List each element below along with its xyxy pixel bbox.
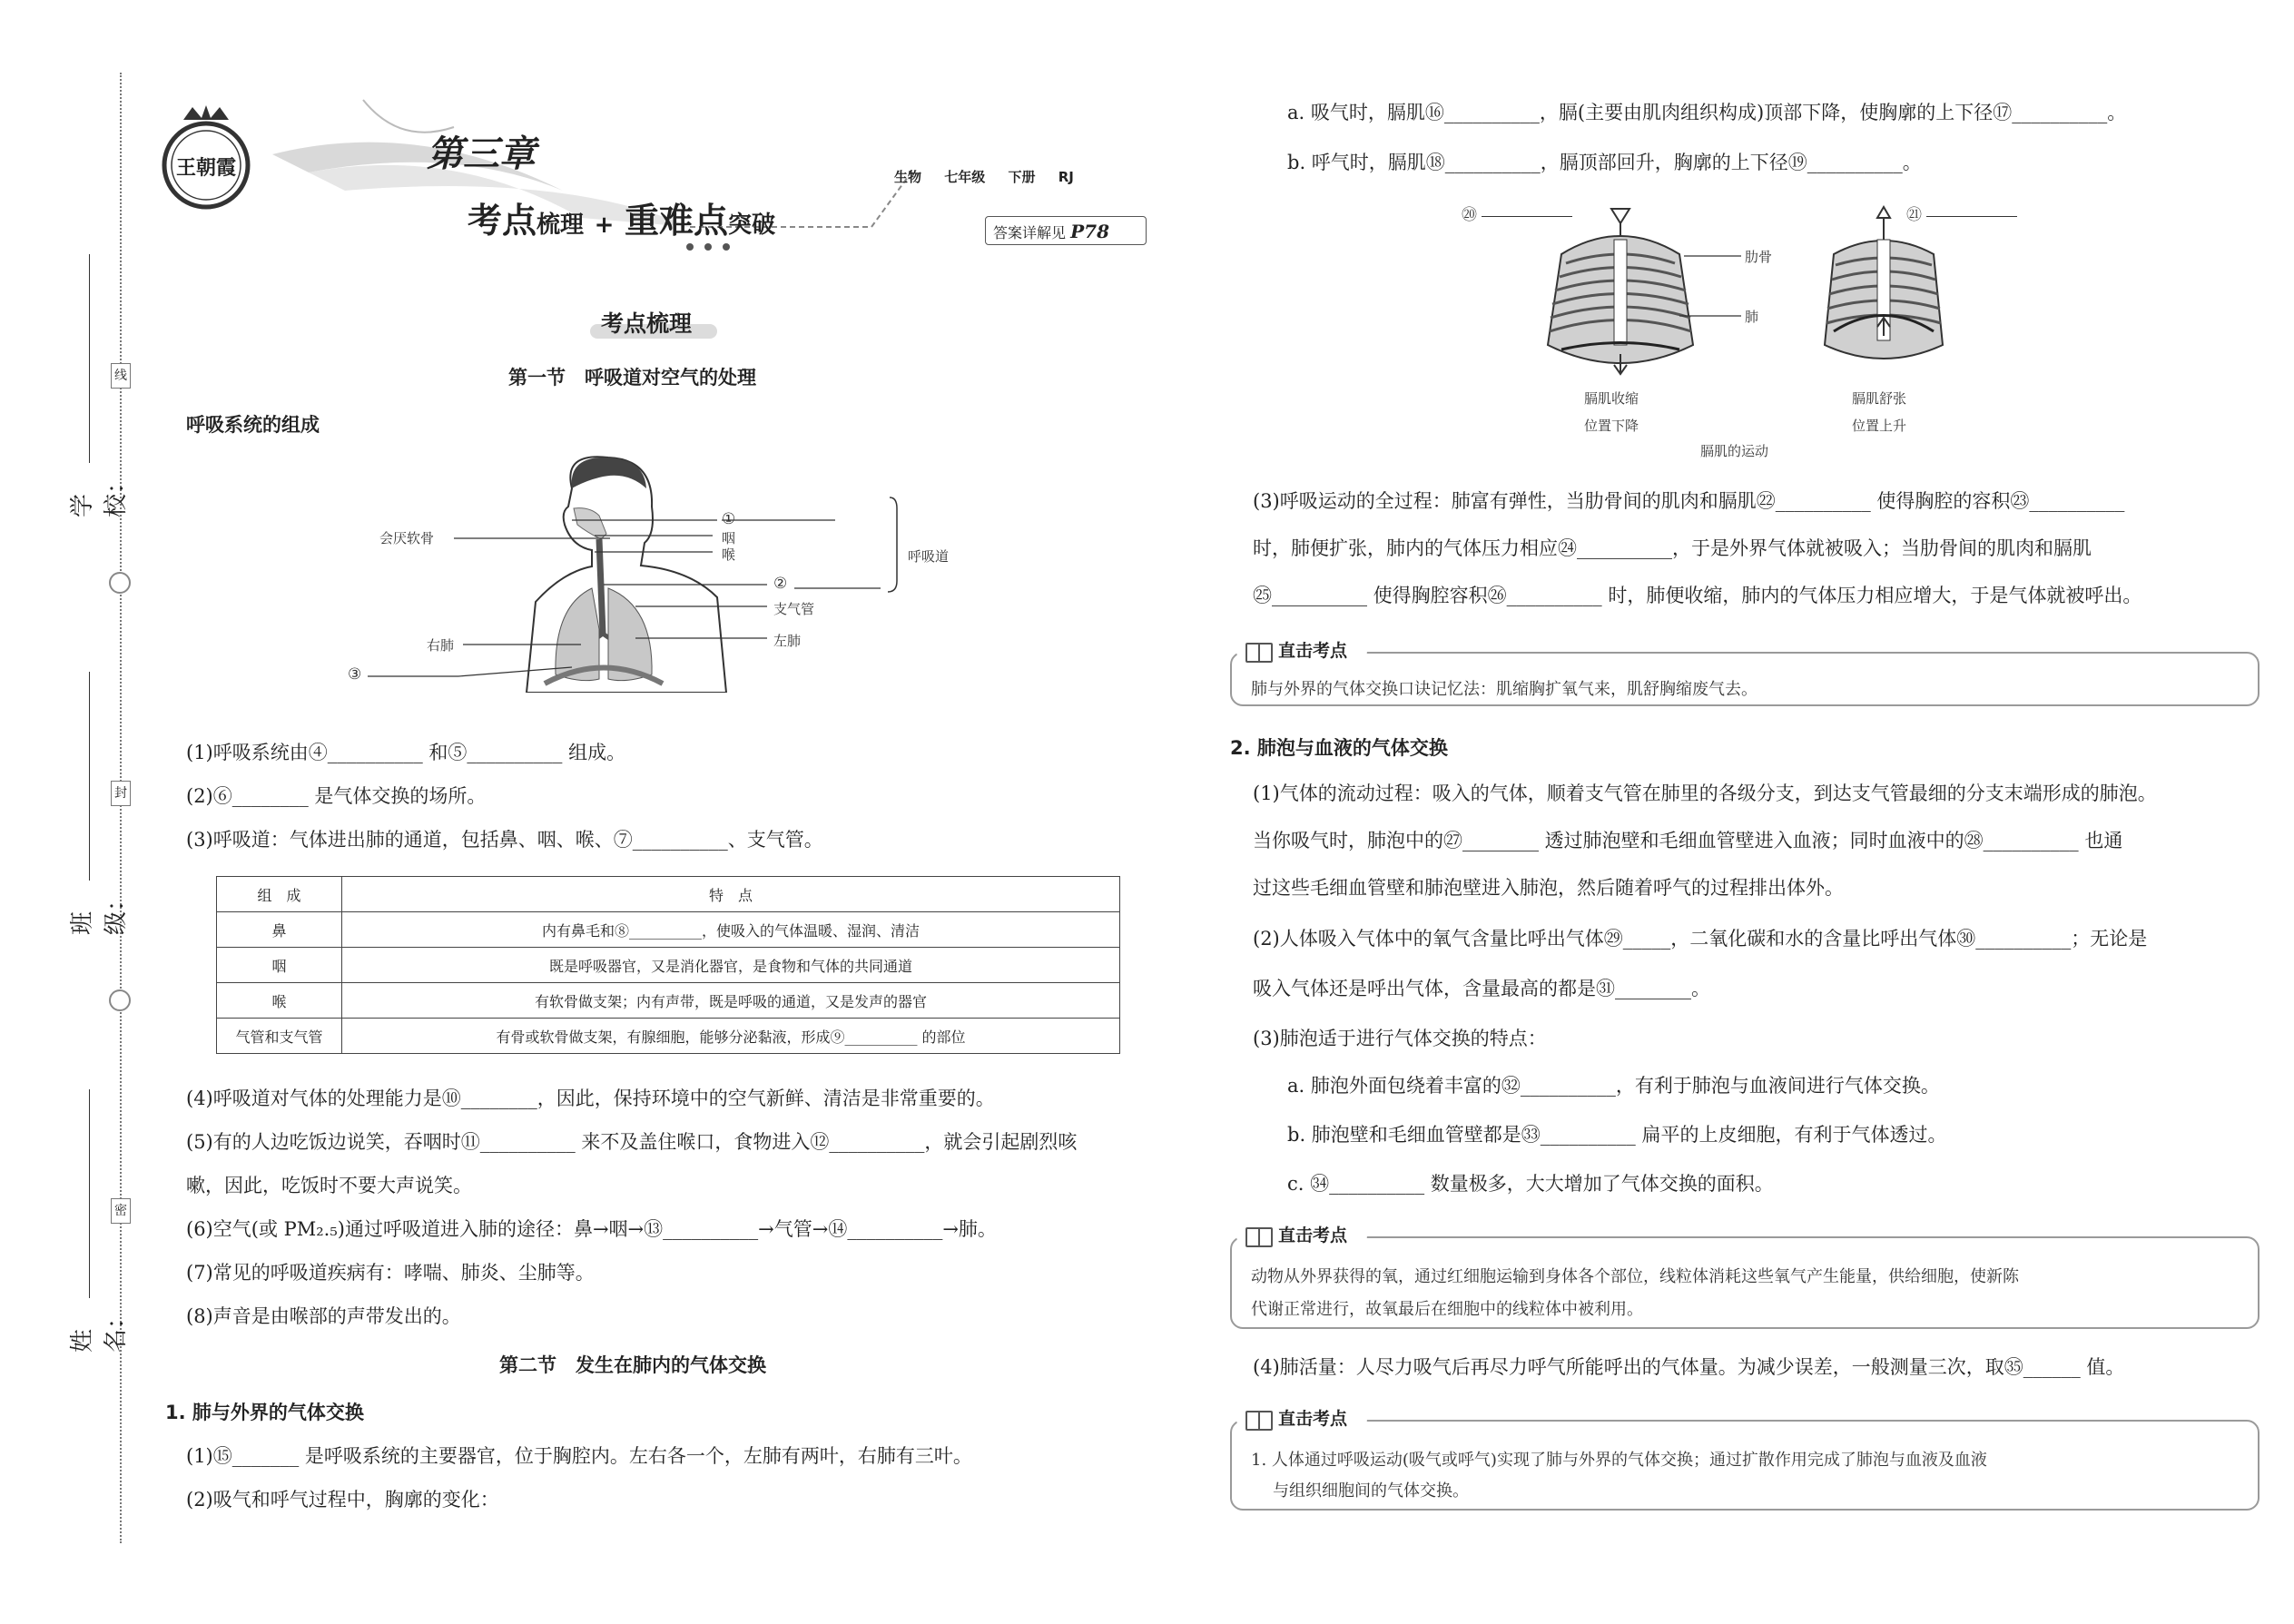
tip-label: 直击考点 [1278,1225,1348,1245]
tip-tag-1 [1236,637,1367,664]
name-label: 姓名： [69,1304,130,1353]
tip-label: 直击考点 [1278,1409,1348,1429]
table-header: 组 成 [217,877,342,912]
label-right-lung: 右肺 [427,637,455,654]
tip-text-1: 肺与外界的气体交换口诀记忆法：肌缩胸扩氧气来，肌舒胸缩废气去。 [1251,680,1757,699]
vital-capacity: (4)肺活量：人尽力吸气后再尽力呼气所能呼出的气体量。为减少误差，一般测量三次，取㉟______ 值。 [1253,1356,2125,1378]
table-header: 特 点 [342,877,1120,912]
question-6: (6)空气(或 PM₂.₅)通过呼吸道进入肺的途径：鼻→咽→⑬__________→气管→⑭__________→肺。 [186,1218,997,1240]
info-tag: 七年级 [944,169,986,185]
table-row [217,948,1120,983]
question-5b: 嗽，因此，吃饭时不要大声说笑。 [186,1175,472,1196]
answer-page: P78 [1070,221,1109,242]
question-1: (1)呼吸系统由④__________ 和⑤__________ 组成。 [186,742,626,763]
subtitle-a: 考点 [468,201,537,241]
margin-mark-seal: 封 [111,781,131,806]
table-cell: 有软骨做支架；内有声带，既是呼吸的通道，又是发声的器官 [342,983,1120,1019]
table-cell: 既是呼吸器官，又是消化器官，是食物和气体的共同通道 [342,948,1120,983]
question-8: (8)声音是由喉部的声带发出的。 [186,1305,461,1327]
label-c21: ㉑ [1906,206,1922,224]
subheading-respiratory-system: 呼吸系统的组成 [186,414,320,436]
label-epiglottis: 会厌软骨 [379,530,435,546]
label-rib: 肋骨 [1745,249,1773,265]
answer-ref-box [985,216,1147,245]
subheading-lung-exchange: 1. 肺与外界的气体交换 [165,1402,364,1423]
inhale-line: a. 吸气时，膈肌⑯__________，膈(主要由肌肉组织构成)顶部下降，使胸廓的上下径⑰__________。 [1287,102,2127,123]
label-c1: ① [722,510,736,528]
label-c20: ⑳ [1462,206,1477,224]
subtitle-d: 突破 [728,212,776,239]
alveoli-1c: 过这些毛细血管壁和肺泡壁进入肺泡，然后随着呼气的过程排出体外。 [1253,877,1844,899]
label-c3: ③ [348,665,362,684]
caption-right-1: 膈肌舒张 [1852,390,1907,407]
section1-title: 第一节 呼吸道对空气的处理 [508,367,756,389]
book-icon [1245,643,1273,663]
alveoli-2a: (2)人体吸入气体中的氧气含量比呼出气体㉙_____，二氧化碳和水的含量比呼出气体㉚__________；无论是 [1253,928,2148,950]
figure-caption: 膈肌的运动 [1700,443,1769,459]
alveoli-1b: 当你吸气时，肺泡中的㉗________ 透过肺泡壁和毛细血管壁进入血液；同时血液中的㉘__________ 也通 [1253,830,2123,851]
label-pharynx: 咽 [722,530,736,546]
question-3: (3)呼吸道：气体进出肺的通道，包括鼻、咽、喉、⑦__________、支气管。 [186,829,823,851]
info-tag: RJ [1058,169,1074,185]
table-cell: 鼻 [217,912,342,948]
info-tag: 下册 [1008,169,1036,185]
question-7: (7)常见的呼吸道疾病有：哮喘、肺炎、尘肺等。 [186,1262,595,1284]
alveoli-3: (3)肺泡适于进行气体交换的特点： [1253,1028,1547,1049]
answer-ref: 答案详解见 [993,224,1067,241]
book-icon [1245,1227,1273,1247]
tip-text-2a: 动物从外界获得的氧，通过红细胞运输到身体各个部位，线粒体消耗这些氧气产生能量，供给细胞，使新陈 [1251,1267,2019,1286]
label-bronchus: 支气管 [773,601,815,617]
table-cell: 咽 [217,948,342,983]
section-title: 考点梳理 [601,310,693,337]
name-field[interactable] [64,1089,130,1380]
book-icon [1245,1411,1273,1431]
tip-tag-2 [1236,1222,1367,1249]
caption-right-2: 位置上升 [1852,418,1907,434]
class-label: 班级： [69,887,130,935]
label-lung: 肺 [1745,309,1759,325]
subtitle-c: 重难点 [624,201,728,241]
alveoli-3b: b. 肺泡壁和毛细血管壁都是㉝__________ 扁平的上皮细胞，有利于气体透过。 [1287,1124,1947,1146]
question-10: (2)吸气和呼气过程中，胸廓的变化： [186,1489,499,1511]
tip-text-3b: 与组织细胞间的气体交换。 [1273,1481,1469,1501]
alveoli-1a: (1)气体的流动过程：吸入的气体，顺着支气管在肺里的各级分支，到达支气管最细的分支末端形成的肺泡。 [1253,782,2157,804]
tip-tag-3 [1236,1405,1367,1432]
table-row [217,912,1120,948]
exhale-line: b. 呼气时，膈肌⑱__________，膈顶部回升，胸廓的上下径⑲__________。 [1287,152,1922,173]
alveoli-2b: 吸入气体还是呼出气体，含量最高的都是㉛________。 [1253,978,1710,999]
question-5a: (5)有的人边吃饭边说笑，吞咽时⑪__________ 来不及盖住喉口，食物进入⑫__________，就会引起剧烈咳 [186,1131,1078,1153]
table-cell: 有骨或软骨做支架，有腺细胞，能够分泌黏液，形成⑨__________ 的部位 [342,1019,1120,1054]
process-line-c: ㉕__________ 使得胸腔容积㉖__________ 时，肺便收缩，肺内的气体压力相应增大，于是气体就被呼出。 [1253,585,2142,606]
caption-left-2: 位置下降 [1584,418,1639,434]
section2-title: 第二节 发生在肺内的气体交换 [499,1354,766,1376]
label-airway: 呼吸道 [908,548,950,565]
label-left-lung: 左肺 [773,633,802,649]
table-header-row [217,877,1120,912]
alveoli-3c: c. ㉞__________ 数量极多，大大增加了气体交换的面积。 [1287,1173,1774,1195]
tip-text-2b: 代谢正常进行，故氧最后在细胞中的线粒体中被利用。 [1251,1300,1643,1319]
diaphragm-figure [1525,200,1997,390]
subtitle-b: 梳理 [537,212,585,239]
table-cell: 气管和支气管 [217,1019,342,1054]
table-row [217,1019,1120,1054]
question-2: (2)⑥________ 是气体交换的场所。 [186,785,487,807]
table-cell: 喉 [217,983,342,1019]
label-c2: ② [773,575,788,593]
binding-hole-2 [109,989,131,1011]
question-4: (4)呼吸道对气体的处理能力是⑩________，因此，保持环境中的空气新鲜、清洁是非常重要的。 [186,1088,995,1109]
caption-left-1: 膈肌收缩 [1584,390,1639,407]
question-9: (1)⑮_______ 是呼吸系统的主要器官，位于胸腔内。左右各一个，左肺有两叶，右肺有三叶。 [186,1445,972,1467]
margin-mark-line: 线 [111,363,131,389]
subtitle-plus: + [594,212,615,239]
table-cell: 内有鼻毛和⑧__________，使吸入的气体温暖、湿润、清洁 [342,912,1120,948]
table-row [217,983,1120,1019]
chapter-title: 第三章 [427,133,536,175]
tip-label: 直击考点 [1278,641,1348,661]
airway-table [216,876,1120,1054]
margin-mark-secret: 密 [111,1198,131,1224]
tip-text-3a: 1. 人体通过呼吸运动(吸气或呼气)实现了肺与外界的气体交换；通过扩散作用完成了肺泡与血液及血液 [1251,1451,1987,1470]
school-label: 学校： [69,469,130,517]
alveoli-3a: a. 肺泡外面包绕着丰富的㉜__________，有利于肺泡与血液间进行气体交换。 [1287,1075,1940,1097]
process-line-a: (3)呼吸运动的全过程：肺富有弹性，当肋骨间的肌肉和膈肌㉒__________ 使得胸腔的容积㉓__________ [1253,490,2125,512]
logo-text: 王朝霞 [176,156,237,180]
info-tag: 生物 [894,169,922,185]
subheading-alveoli: 2. 肺泡与血液的气体交换 [1230,737,1448,759]
label-larynx: 喉 [722,546,736,563]
process-line-b: 时，肺便扩张，肺内的气体压力相应㉔__________，于是外界气体就被吸入；当肋骨间的肌肉和膈肌 [1253,537,2092,559]
